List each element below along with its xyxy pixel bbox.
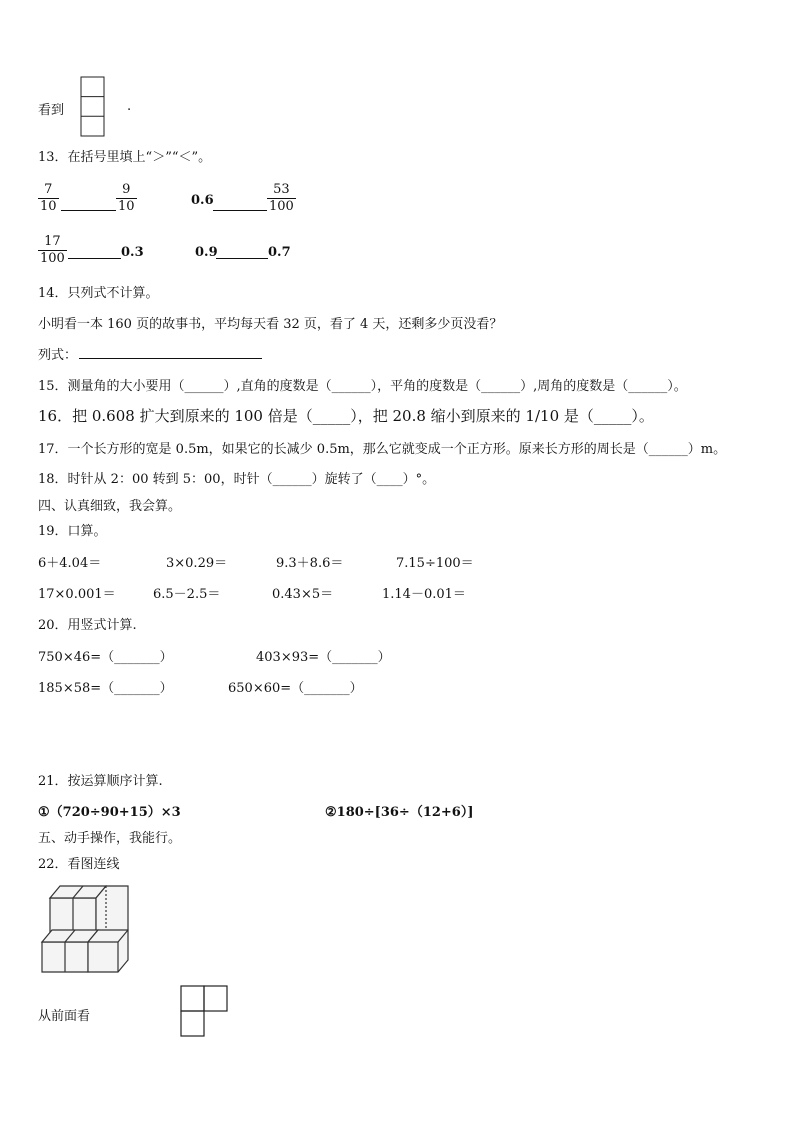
fraction-9-10 <box>116 182 137 215</box>
q13-value-0.3: 0.3 <box>121 245 144 260</box>
fraction-denominator: 10 <box>118 199 135 214</box>
q20-expr: 650×60=（_______） <box>228 681 363 696</box>
answer-blank[interactable] <box>216 258 268 259</box>
answer-blank[interactable] <box>68 258 121 259</box>
three-stacked-squares-figure <box>80 76 106 138</box>
q13-value-0.9: 0.9 <box>195 245 218 260</box>
q19-expr: 9.3＋8.6＝ <box>276 556 344 571</box>
top-label: 看到 <box>38 103 65 118</box>
q17-text: 17．一个长方形的宽是 0.5m，如果它的长减少 0.5m，那么它就变成一个正方形。原来长方形的周长是（______）m。 <box>38 442 727 457</box>
q19-expr: 0.43×5＝ <box>272 587 334 602</box>
fraction-numerator: 17 <box>44 234 61 249</box>
fraction-numerator: 7 <box>44 182 53 197</box>
q21-title: 21．按运算顺序计算. <box>38 774 163 789</box>
fraction-numerator: 53 <box>273 182 290 197</box>
q22-label: 从前面看 <box>38 1009 91 1024</box>
section4-title: 四、认真细致，我会算。 <box>38 499 182 514</box>
fraction-denominator: 10 <box>40 199 57 214</box>
q19-expr: 7.15÷100＝ <box>396 556 474 571</box>
fraction-denominator: 100 <box>269 199 294 214</box>
q20-title: 20．用竖式计算. <box>38 618 137 633</box>
q14-title: 14．只列式不计算。 <box>38 286 159 301</box>
section5-title: 五、动手操作，我能行。 <box>38 831 182 846</box>
q20-expr: 185×58=（_______） <box>38 681 173 696</box>
q18-text: 18．时针从 2：00 转到 5：00，时针（______）旋转了（____）°。 <box>38 472 436 487</box>
q13-title: 13．在括号里填上“＞”“＜”。 <box>38 150 212 165</box>
front-view-figure <box>180 985 230 1039</box>
q19-expr: 1.14－0.01＝ <box>382 587 466 602</box>
fraction-17-100 <box>38 234 67 267</box>
fraction-numerator: 9 <box>122 182 131 197</box>
q16-text: 16．把 0.608 扩大到原来的 100 倍是（_____），把 20.8 缩小到原来的 1/10 是（_____）。 <box>38 407 654 425</box>
fraction-7-10 <box>38 182 59 215</box>
q21-item-2: ②180÷[36÷（12+6）] <box>325 805 474 820</box>
q14-answer-label: 列式： <box>38 348 78 363</box>
q14-problem: 小明看一本 160 页的故事书，平均每天看 32 页，看了 4 天，还剩多少页没看？ <box>38 317 503 332</box>
q20-expr: 750×46=（_______） <box>38 650 173 665</box>
top-period: . <box>127 99 132 114</box>
q13-value-0.6: 0.6 <box>191 193 214 208</box>
answer-blank[interactable] <box>213 210 267 211</box>
answer-blank[interactable] <box>61 210 116 211</box>
q15-text: 15．测量角的大小要用（______）,直角的度数是（______），平角的度数是（______）,周角的度数是（______）。 <box>38 379 687 394</box>
q19-expr: 3×0.29＝ <box>166 556 228 571</box>
q19-expr: 17×0.001＝ <box>38 587 116 602</box>
q14-answer-line[interactable] <box>79 358 262 359</box>
cube-stack-figure <box>38 880 134 976</box>
fraction-denominator: 100 <box>40 251 65 266</box>
q13-value-0.7: 0.7 <box>268 245 291 260</box>
q19-expr: 6.5－2.5＝ <box>153 587 221 602</box>
q22-title: 22．看图连线 <box>38 857 120 872</box>
q19-title: 19．口算。 <box>38 524 107 539</box>
q19-expr: 6＋4.04＝ <box>38 556 102 571</box>
q20-expr: 403×93=（_______） <box>256 650 391 665</box>
q21-item-1: ①（720÷90+15）×3 <box>38 805 181 820</box>
fraction-53-100 <box>267 182 296 215</box>
